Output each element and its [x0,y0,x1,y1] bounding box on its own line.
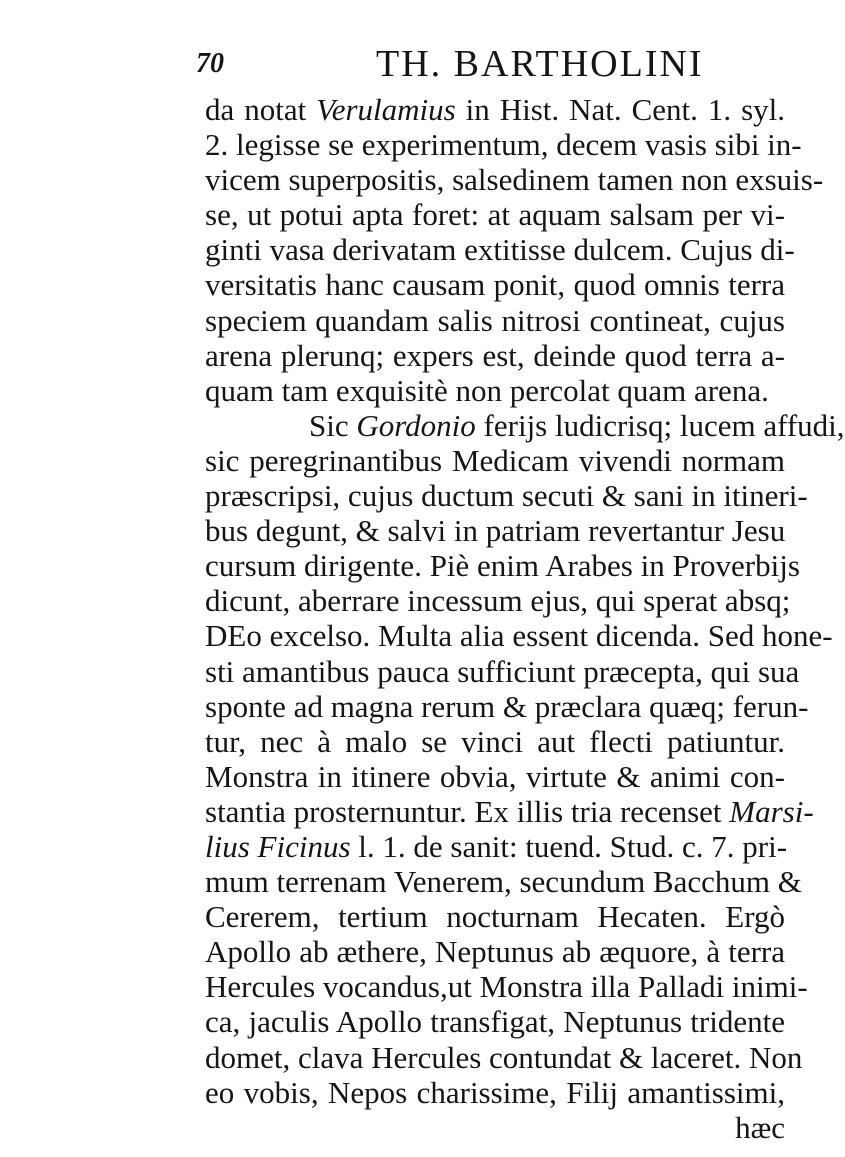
text-segment: bus degunt, & salvi in patriam revertantur Jesu [205,513,786,549]
text-segment: sponte ad magna rerum & præclara quæq; ferun- [205,688,809,724]
text-line [205,478,808,514]
text-segment: Cererem, tertium nocturnam Hecaten. Ergò [205,899,785,935]
text-line [205,338,785,373]
text-line [205,513,785,548]
text-segment: præscripsi, cujus ductum secuti & sani in itineri- [205,478,808,514]
text-segment: tur, nec à malo se vinci aut flecti patiuntur. [205,723,785,759]
italic-name: Marsi- [729,793,814,829]
text-segment: mum terrenam Venerem, secundum Bacchum & [205,864,802,900]
text-line [205,653,800,689]
text-segment: da notat [205,92,317,127]
text-segment: versitatis hanc causam ponit, quod omnis terra [205,267,785,303]
text-line [205,373,785,408]
text-segment: se, ut potui apta foret: at aquam salsam per vi- [205,197,785,233]
text-segment: ca, jaculis Apollo transfigat, Neptunus tridente [205,1004,785,1040]
running-title: TH. BARTHOLINI [376,43,704,85]
text-line [205,267,785,302]
text-line [205,934,785,969]
text-line [205,407,845,443]
text-segment: ferijs ludicrisq; lucem affudi, [475,407,845,443]
text-segment: cursum dirigente. Piè enim Arabes in Proverbijs [205,548,800,584]
text-segment: domet, clava Hercules contundat & laceret. Non [205,1039,803,1075]
text-segment: Sic [309,407,357,443]
text-line [205,618,833,654]
text-line [205,724,785,759]
text-segment: sti amantibus pauca sufficiunt præcepta, qui sua [205,653,800,689]
text-segment: sic peregrinantibus Medicam vivendi normam [205,442,785,478]
text-segment: in Hist. Nat. Cent. 1. syl. [455,92,786,127]
text-line [205,1075,785,1110]
text-segment: 2. legisse se experimentum, decem vasis sibi in- [205,127,802,163]
italic-name: Verulamius [316,92,456,127]
text-line [205,899,785,934]
text-line [205,828,788,864]
text-segment: hæc [735,1109,785,1145]
text-segment: eo vobis, Nepos charissime, Filij amantissimi, [205,1074,785,1110]
text-line [205,303,785,338]
text-line [205,864,802,900]
text-segment: Monstra in itinere obvia, virtute & animi con- [205,758,785,794]
italic-name: Gordonio [356,407,476,443]
text-segment: ginti vasa derivatam extitisse dulcem. Cujus di- [205,232,795,268]
text-line [205,969,808,1005]
text-segment: vicem superpositis, salsedinem tamen non exsuis- [205,162,824,198]
text-line [205,127,802,163]
text-segment: dicunt, aberrare incessum ejus, qui sperat absq; [205,583,791,619]
text-line [205,443,785,478]
text-line [205,583,791,619]
body-text [205,92,845,1145]
text-line [205,1039,803,1075]
text-segment: arena plerunq; expers est, deinde quod terra a- [205,337,785,373]
text-line [205,92,785,127]
page-number: 70 [196,48,224,79]
text-segment: speciem quandam salis nitrosi contineat, cujus [205,302,785,338]
text-segment: l. 1. de sanit: tuend. Stud. c. 7. pri- [350,828,788,864]
text-segment: Apollo ab æthere, Neptunus ab æquore, à terra [205,934,785,970]
text-line [205,1110,785,1145]
text-line [205,162,824,198]
italic-name: lius Ficinus [205,828,351,864]
text-line [205,1004,785,1039]
text-line [205,793,814,829]
text-line [205,197,785,232]
text-segment: quam tam exquisitè non percolat quam arena. [205,372,769,408]
text-segment: Hercules vocandus,ut Monstra illa Palladi inimi- [205,969,808,1005]
text-line [205,688,809,724]
text-line [205,232,795,268]
text-line [205,759,785,794]
text-segment: DEo excelso. Multa alia essent dicenda. Sed hone- [205,618,833,654]
text-line [205,548,800,584]
running-head [196,30,704,86]
text-segment: stantia prosternuntur. Ex illis tria recenset [205,793,730,829]
